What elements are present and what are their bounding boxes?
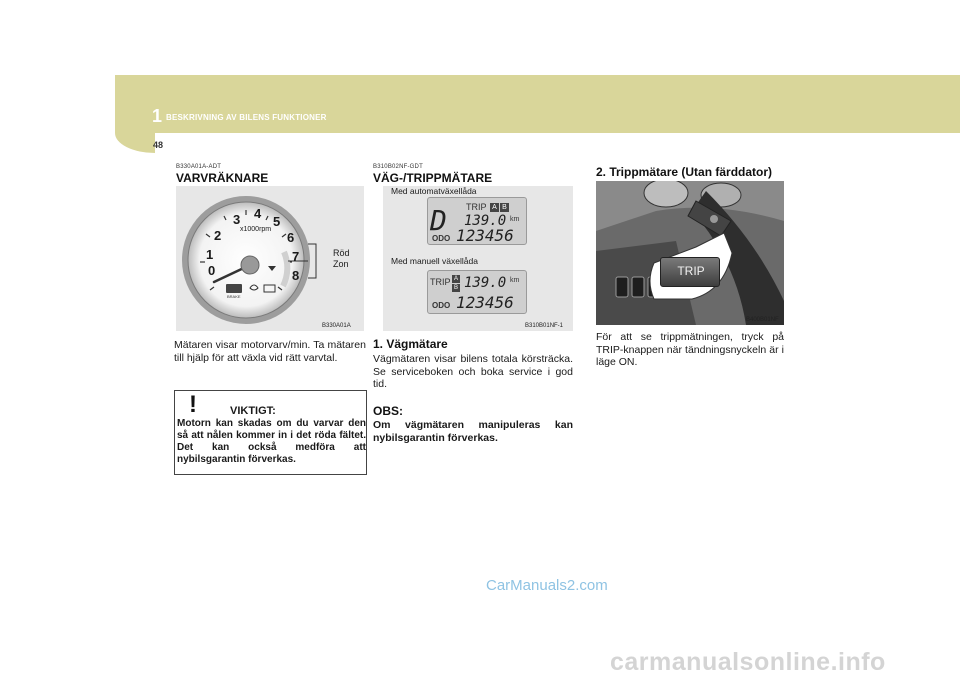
header-curve xyxy=(115,133,155,153)
trip-body: För att se trippmätningen, tryck på TRIP-knappen när tändningsnyckeln är i läge ON. xyxy=(596,331,784,368)
lcd-automatic xyxy=(427,197,527,245)
odometer-subtitle: 1. Vägmätare xyxy=(373,337,448,351)
warning-box xyxy=(174,390,367,475)
lcd-auto-odo-label: ODO xyxy=(432,234,451,243)
watermark-carmanuals2[interactable]: CarManuals2.com xyxy=(486,577,608,594)
lcd-auto-km: km xyxy=(510,216,520,223)
tachometer-title: VARVRÄKNARE xyxy=(176,171,269,185)
dial-number-6: 6 xyxy=(287,230,295,245)
trip-figure xyxy=(596,181,784,325)
lcd-manual-trip-a: A xyxy=(453,276,458,282)
lcd-manual-trip-label: TRIP xyxy=(430,277,451,287)
svg-text:!: ! xyxy=(189,393,197,415)
trip-button[interactable] xyxy=(660,257,720,287)
trip-figure-code: B400B01NF xyxy=(746,317,779,323)
odometer-header xyxy=(373,164,573,185)
lcd-auto-trip-value: 139.0 xyxy=(464,213,507,229)
brake-icon xyxy=(226,284,242,293)
lcd-gear-indicator: D xyxy=(430,204,447,237)
odometer-title: VÄG-/TRIPPMÄTARE xyxy=(373,171,493,185)
dial-number-5: 5 xyxy=(273,214,281,229)
lcd-manual-km: km xyxy=(510,277,520,284)
brake-label: BRAKE xyxy=(227,294,241,299)
lcd-manual-trip-value: 139.0 xyxy=(464,275,507,291)
tachometer-code: B330A01A-ADT xyxy=(176,164,222,170)
lcd-auto-trip-b: B xyxy=(500,203,509,212)
note-text: Om vägmätaren manipuleras kan nybilsgarantin förverkas. xyxy=(373,419,573,444)
dial-number-4: 4 xyxy=(254,206,262,221)
dial-number-2: 2 xyxy=(214,228,222,243)
note-title: OBS: xyxy=(373,404,403,418)
tachometer-figure-code: B330A01A xyxy=(322,323,351,329)
trip-title: 2. Trippmätare (Utan färddator) xyxy=(596,165,773,179)
red-zone-label-2: Zon xyxy=(333,259,349,269)
dial-number-3: 3 xyxy=(233,212,241,227)
lcd-manual-odo-value: 123456 xyxy=(456,293,514,312)
steering-column-illustration xyxy=(596,181,784,325)
warning-text: Motorn kan skadas om du varvar den så att nålen kommer in i det röda fältet. Det kan också medföra att nybilsgarantin förverkas. xyxy=(177,418,366,465)
lcd-auto-trip-a: A xyxy=(490,203,499,212)
warning-title: VIKTIGT: xyxy=(230,405,276,417)
dial-number-8: 8 xyxy=(292,268,300,283)
lcd-manual-trip-b: B xyxy=(453,285,458,291)
odometer-figure xyxy=(383,186,573,331)
dial-number-7: 7 xyxy=(292,249,300,264)
automatic-label: Med automatväxellåda xyxy=(391,186,477,196)
odometer-code: B310B02NF-GDT xyxy=(373,164,423,170)
lcd-auto-trip-label: TRIP xyxy=(466,202,487,212)
lcd-auto-odo-value: 123456 xyxy=(456,226,514,245)
odometer-figure-code: B310B01NF-1 xyxy=(525,323,564,329)
rpm-unit-label: x1000rpm xyxy=(240,226,272,233)
chapter-title: BESKRIVNING AV BILENS FUNKTIONER xyxy=(166,113,327,122)
tachometer-body: Mätaren visar motorvarv/min. Ta mätaren till hjälp för att växla vid rätt varvtal. xyxy=(174,339,366,364)
tachometer-figure xyxy=(176,186,364,331)
trip-button-label: TRIP xyxy=(677,264,705,278)
lcd-manual-odo-label: ODO xyxy=(432,301,451,310)
watermark-carmanualsonline[interactable]: carmanualsonline.info xyxy=(610,648,886,676)
dial-number-1: 1 xyxy=(206,247,214,262)
chapter-header-band xyxy=(115,75,960,133)
page-number: 48 xyxy=(153,140,164,150)
lcd-manual xyxy=(427,270,527,314)
manual-label: Med manuell växellåda xyxy=(391,256,478,266)
red-zone-label-1: Röd xyxy=(333,248,350,258)
chapter-number: 1 xyxy=(152,106,163,126)
dial-number-0: 0 xyxy=(208,263,216,278)
warning-exclamation-icon xyxy=(180,393,208,415)
odometer-body: Vägmätaren visar bilens totala körsträcka. Se serviceboken och boka service i god tid. xyxy=(373,353,573,390)
tachometer-section xyxy=(176,164,368,185)
